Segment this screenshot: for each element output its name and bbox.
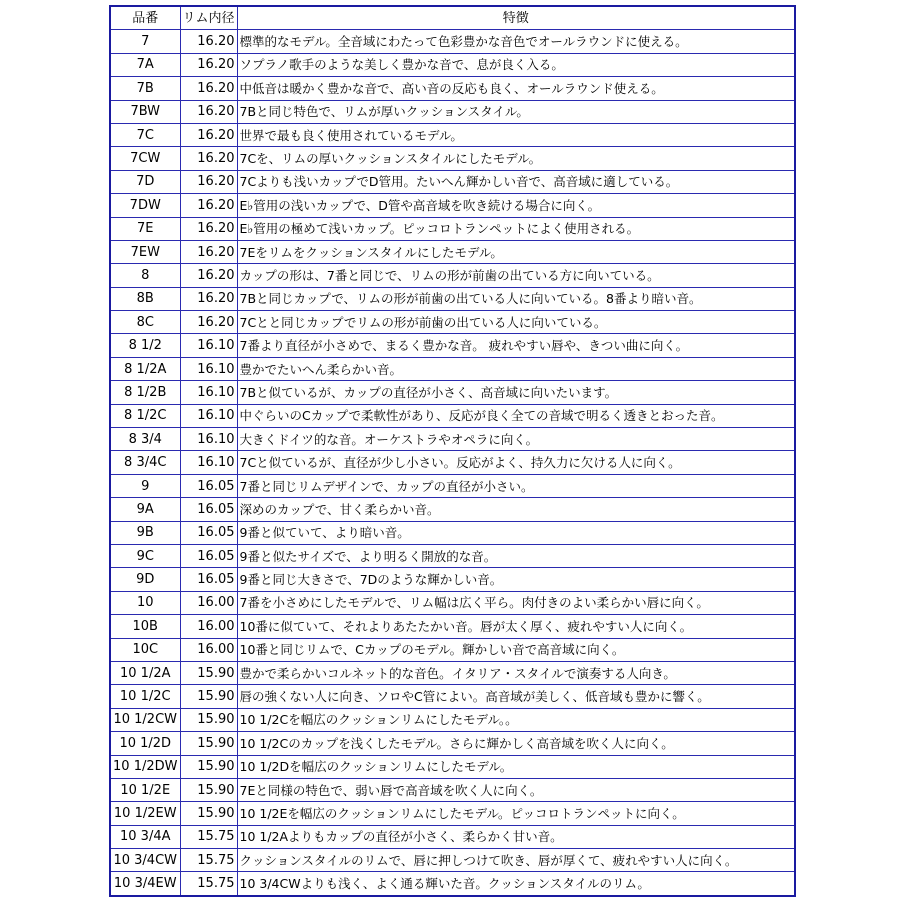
table-row	[110, 357, 795, 380]
cell-feature: 7Cよりも浅いカップでD管用。たいへん輝かしい音で、高音域に適している。	[237, 170, 795, 193]
cell-model: 10 1/2DW	[110, 755, 180, 778]
table-row	[110, 404, 795, 427]
cell-rim: 16.10	[180, 404, 237, 427]
cell-rim: 16.05	[180, 498, 237, 521]
cell-model: 10 1/2A	[110, 661, 180, 684]
cell-feature: 豊かで柔らかいコルネット的な音色。イタリア・スタイルで演奏する人向き。	[237, 661, 795, 684]
table-row	[110, 732, 795, 755]
cell-feature: 7番と同じリムデザインで、カップの直径が小さい。	[237, 474, 795, 497]
table-row	[110, 591, 795, 614]
cell-model: 7E	[110, 217, 180, 240]
cell-model: 10 3/4CW	[110, 849, 180, 872]
table-row	[110, 872, 795, 896]
cell-rim: 16.20	[180, 287, 237, 310]
cell-model: 7CW	[110, 147, 180, 170]
cell-model: 10	[110, 591, 180, 614]
cell-feature: 9番と似たサイズで、より明るく開放的な音。	[237, 544, 795, 567]
cell-model: 7C	[110, 123, 180, 146]
mouthpiece-spec-table	[109, 5, 796, 897]
cell-model: 9A	[110, 498, 180, 521]
cell-feature: 中低音は暖かく豊かな音で、高い音の反応も良く、オールラウンド使える。	[237, 77, 795, 100]
cell-feature: 7Eと同様の特色で、弱い唇で高音域を吹く人に向く。	[237, 778, 795, 801]
cell-model: 7	[110, 30, 180, 53]
cell-rim: 15.75	[180, 872, 237, 896]
cell-model: 8B	[110, 287, 180, 310]
table-row	[110, 685, 795, 708]
cell-model: 10B	[110, 615, 180, 638]
table-body	[110, 30, 795, 896]
cell-model: 8 1/2B	[110, 381, 180, 404]
table-row	[110, 544, 795, 567]
cell-feature: 7Bと同じ特色で、リムが厚いクッションスタイル。	[237, 100, 795, 123]
table-row	[110, 615, 795, 638]
cell-rim: 16.10	[180, 334, 237, 357]
cell-rim: 16.20	[180, 77, 237, 100]
table-row	[110, 755, 795, 778]
cell-model: 8	[110, 264, 180, 287]
cell-feature: 10番と同じリムで、Cカップのモデル。輝かしい音で高音域に向く。	[237, 638, 795, 661]
cell-model: 7D	[110, 170, 180, 193]
cell-feature: 大きくドイツ的な音。オーケストラやオペラに向く。	[237, 428, 795, 451]
table-row	[110, 264, 795, 287]
cell-rim: 16.20	[180, 311, 237, 334]
cell-feature: 世界で最も良く使用されているモデル。	[237, 123, 795, 146]
table-row	[110, 568, 795, 591]
cell-model: 8 1/2A	[110, 357, 180, 380]
cell-model: 10 1/2E	[110, 778, 180, 801]
table-row	[110, 498, 795, 521]
table-row	[110, 381, 795, 404]
cell-rim: 16.20	[180, 264, 237, 287]
table-row	[110, 287, 795, 310]
cell-feature: 7Bと似ているが、カップの直径が小さく、高音域に向いたいます。	[237, 381, 795, 404]
table-row	[110, 849, 795, 872]
table-row	[110, 123, 795, 146]
cell-feature: 深めのカップで、甘く柔らかい音。	[237, 498, 795, 521]
cell-model: 10 1/2C	[110, 685, 180, 708]
table-row	[110, 100, 795, 123]
cell-feature: 10 1/2Cを幅広のクッションリムにしたモデル。。	[237, 708, 795, 731]
cell-rim: 15.90	[180, 802, 237, 825]
cell-model: 8 3/4C	[110, 451, 180, 474]
table-row	[110, 474, 795, 497]
table-row	[110, 30, 795, 53]
cell-feature: ソプラノ歌手のような美しく豊かな音で、息が良く入る。	[237, 53, 795, 76]
cell-rim: 16.00	[180, 615, 237, 638]
table-row	[110, 638, 795, 661]
cell-feature: 標準的なモデル。全音域にわたって色彩豊かな音色でオールラウンドに使える。	[237, 30, 795, 53]
cell-rim: 15.75	[180, 849, 237, 872]
cell-rim: 16.05	[180, 474, 237, 497]
cell-model: 8 1/2	[110, 334, 180, 357]
cell-rim: 15.90	[180, 755, 237, 778]
cell-rim: 16.20	[180, 123, 237, 146]
table-row	[110, 170, 795, 193]
cell-feature: 10 1/2Eを幅広のクッションリムにしたモデル。ピッコロトランペットに向く。	[237, 802, 795, 825]
cell-model: 10 1/2EW	[110, 802, 180, 825]
cell-rim: 16.10	[180, 381, 237, 404]
cell-rim: 16.20	[180, 217, 237, 240]
cell-rim: 16.10	[180, 451, 237, 474]
table-row	[110, 77, 795, 100]
cell-feature: 中ぐらいのCカップで柔軟性があり、反応が良く全ての音域で明るく透きとおった音。	[237, 404, 795, 427]
cell-rim: 16.05	[180, 521, 237, 544]
cell-feature: 7Eをリムをクッションスタイルにしたモデル。	[237, 240, 795, 263]
cell-feature: 10 1/2Aよりもカップの直径が小さく、柔らかく甘い音。	[237, 825, 795, 848]
cell-rim: 15.90	[180, 732, 237, 755]
cell-model: 8 3/4	[110, 428, 180, 451]
cell-model: 10 1/2CW	[110, 708, 180, 731]
cell-rim: 16.20	[180, 170, 237, 193]
cell-rim: 15.75	[180, 825, 237, 848]
cell-feature: 10 3/4CWよりも浅く、よく通る輝いた音。クッションスタイルのリム。	[237, 872, 795, 896]
cell-rim: 16.10	[180, 357, 237, 380]
cell-feature: 7Cと似ているが、直径が少し小さい。反応がよく、持久力に欠ける人に向く。	[237, 451, 795, 474]
cell-model: 7EW	[110, 240, 180, 263]
cell-rim: 16.05	[180, 568, 237, 591]
cell-feature: 7番を小さめにしたモデルで、リム幅は広く平ら。肉付きのよい柔らかい唇に向く。	[237, 591, 795, 614]
cell-rim: 16.20	[180, 194, 237, 217]
cell-rim: 16.20	[180, 147, 237, 170]
cell-rim: 16.00	[180, 591, 237, 614]
table-row	[110, 521, 795, 544]
cell-model: 7BW	[110, 100, 180, 123]
cell-feature: 唇の強くない人に向き、ソロやC管によい。高音域が美しく、低音域も豊かに響く。	[237, 685, 795, 708]
cell-feature: 10番に似ていて、それよりあたたかい音。唇が太く厚く、疲れやすい人に向く。	[237, 615, 795, 638]
table-row	[110, 428, 795, 451]
table-row	[110, 778, 795, 801]
cell-feature: 9番と似ていて、より暗い音。	[237, 521, 795, 544]
cell-rim: 16.10	[180, 428, 237, 451]
cell-feature: 7番より直径が小さめで、まるく豊かな音。 疲れやすい唇や、きつい曲に向く。	[237, 334, 795, 357]
cell-rim: 15.90	[180, 708, 237, 731]
cell-model: 7B	[110, 77, 180, 100]
cell-rim: 16.05	[180, 544, 237, 567]
cell-feature: 10 1/2Dを幅広のクッションリムにしたモデル。	[237, 755, 795, 778]
cell-feature: クッションスタイルのリムで、唇に押しつけて吹き、唇が厚くて、疲れやすい人に向く。	[237, 849, 795, 872]
cell-model: 9D	[110, 568, 180, 591]
cell-rim: 15.90	[180, 778, 237, 801]
cell-rim: 16.20	[180, 30, 237, 53]
cell-model: 7A	[110, 53, 180, 76]
table-row	[110, 451, 795, 474]
cell-feature: 7Bと同じカップで、リムの形が前歯の出ている人に向いている。8番より暗い音。	[237, 287, 795, 310]
table-row	[110, 194, 795, 217]
table-row	[110, 311, 795, 334]
cell-feature: カップの形は、7番と同じで、リムの形が前歯の出ている方に向いている。	[237, 264, 795, 287]
cell-model: 9B	[110, 521, 180, 544]
cell-feature: 7Cとと同じカップでリムの形が前歯の出ている人に向いている。	[237, 311, 795, 334]
cell-model: 10 1/2D	[110, 732, 180, 755]
table-row	[110, 802, 795, 825]
cell-rim: 15.90	[180, 661, 237, 684]
cell-rim: 16.20	[180, 53, 237, 76]
cell-rim: 16.20	[180, 240, 237, 263]
table-row	[110, 217, 795, 240]
table-row	[110, 334, 795, 357]
cell-rim: 16.00	[180, 638, 237, 661]
cell-feature: E♭管用の浅いカップで、D管や高音域を吹き続ける場合に向く。	[237, 194, 795, 217]
header-model: 品番	[110, 6, 180, 30]
table-row	[110, 147, 795, 170]
table-row	[110, 53, 795, 76]
cell-feature: 7Cを、リムの厚いクッションスタイルにしたモデル。	[237, 147, 795, 170]
cell-model: 8C	[110, 311, 180, 334]
cell-model: 10C	[110, 638, 180, 661]
table-row	[110, 708, 795, 731]
cell-feature: 10 1/2Cのカップを浅くしたモデル。さらに輝かしく高音域を吹く人に向く。	[237, 732, 795, 755]
table-row	[110, 661, 795, 684]
cell-model: 10 3/4EW	[110, 872, 180, 896]
header-row	[110, 6, 795, 30]
cell-model: 7DW	[110, 194, 180, 217]
cell-rim: 16.20	[180, 100, 237, 123]
cell-model: 9	[110, 474, 180, 497]
cell-model: 10 3/4A	[110, 825, 180, 848]
cell-model: 8 1/2C	[110, 404, 180, 427]
cell-rim: 15.90	[180, 685, 237, 708]
cell-feature: E♭管用の極めて浅いカップ。ピッコロトランペットによく使用される。	[237, 217, 795, 240]
header-rim: リム内径	[180, 6, 237, 30]
cell-feature: 豊かでたいへん柔らかい音。	[237, 357, 795, 380]
table-row	[110, 240, 795, 263]
cell-model: 9C	[110, 544, 180, 567]
header-feature: 特徴	[237, 6, 795, 30]
cell-feature: 9番と同じ大きさで、7Dのような輝かしい音。	[237, 568, 795, 591]
table-row	[110, 825, 795, 848]
